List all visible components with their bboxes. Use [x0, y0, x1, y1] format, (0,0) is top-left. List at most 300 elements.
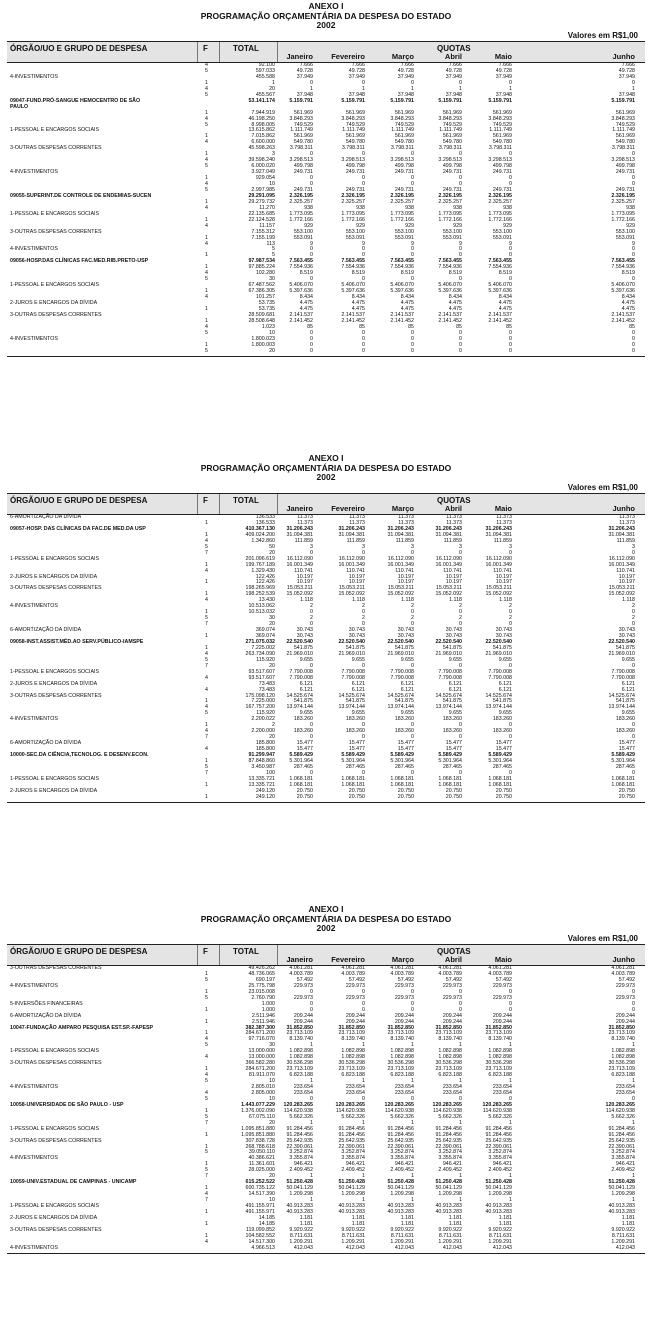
row-month-value: 287.465 [345, 763, 365, 770]
row-month-value: 20.750 [495, 787, 512, 794]
row-month-value: 0 [362, 276, 365, 283]
row-month-value: 183.260 [293, 716, 313, 723]
row-month-value: 37.948 [495, 91, 512, 98]
row-fonte: 1 [205, 1006, 208, 1013]
row-month-value: 1 [509, 1119, 512, 1126]
row-month-value: 0 [310, 1006, 313, 1013]
row-month-value: 0 [362, 1000, 365, 1007]
table-row [7, 771, 645, 777]
row-month-value: 0 [411, 329, 414, 336]
col-month-3: Abril [444, 504, 462, 513]
row-month-value: 40.913.283 [338, 1203, 365, 1209]
row-month-value: 8.434 [498, 294, 512, 301]
row-month-value: 110.741 [443, 567, 462, 574]
table-row [7, 789, 645, 795]
table-row [7, 533, 645, 539]
row-total: 11.270 [259, 204, 275, 211]
row-total: 13.000.000 [248, 1048, 275, 1055]
row-month-value: 16.112.090 [435, 555, 462, 562]
table-row [7, 1150, 645, 1156]
row-month-value: 15.053.211 [286, 585, 313, 592]
row-fonte: 4 [205, 1238, 208, 1245]
row-month-value: 10.197 [296, 579, 313, 586]
row-month-value: 5.662.326 [611, 1113, 635, 1120]
row-label: 1-PESSOAL E ENCARGOS SOCIAIS [10, 555, 99, 562]
table-row [7, 735, 645, 741]
row-month-value: 6.823.188 [488, 1072, 512, 1079]
row-month-value: 31.206.243 [608, 525, 635, 532]
row-month-value: 14.525.674 [435, 692, 462, 699]
row-month-value: 0 [362, 347, 365, 354]
row-total: 40.386.621 [248, 1155, 275, 1162]
row-month-value: 1 [459, 1197, 462, 1204]
row-month-value: 7.790.008 [438, 674, 462, 681]
row-fonte: 4 [205, 597, 208, 604]
row-month-value: 30.743 [397, 633, 414, 639]
row-month-value: 7.666 [621, 62, 635, 68]
row-month-value: 6.823.188 [390, 1072, 414, 1079]
row-month-value: 4.061.281 [390, 965, 414, 971]
row-month-value: 51.250.428 [608, 1179, 635, 1186]
row-month-value: 0 [411, 1006, 414, 1013]
row-fonte: 1 [205, 216, 208, 223]
row-total: 1.376.002.090 [241, 1107, 275, 1114]
column-divider [277, 945, 278, 965]
row-month-value: 0 [509, 329, 512, 336]
table-row [7, 224, 645, 230]
row-month-value: 0 [411, 151, 414, 158]
row-label: 10059-UNIV.ESTADUAL DE CAMPINAS - UNICAMP [10, 1179, 137, 1186]
row-month-value: 929 [304, 222, 313, 229]
row-month-value: 5.589.429 [390, 752, 414, 758]
row-month-value: 11.373 [398, 514, 414, 520]
row-total: 14.517.390 [248, 1191, 275, 1198]
row-month-value: 5.662.326 [488, 1113, 512, 1120]
row-month-value: 0 [411, 609, 414, 616]
row-total: 73.483 [258, 686, 275, 693]
row-month-value: 15.477 [618, 740, 635, 747]
row-month-value: 85 [456, 323, 462, 330]
column-divider [277, 494, 278, 514]
table-row [7, 1055, 645, 1061]
row-month-value: 9.920.922 [488, 1226, 512, 1233]
row-month-value: 0 [509, 769, 512, 776]
row-month-value: 1.773.095 [611, 210, 635, 217]
row-label: 4-INVESTIMENTOS [10, 716, 58, 723]
row-total: 369.074 [255, 633, 275, 639]
col-month-2: Março [391, 504, 414, 513]
row-month-value: 22.390.061 [338, 1143, 365, 1150]
row-month-value: 51.250.428 [387, 1179, 414, 1186]
row-total: 268.788.618 [245, 1143, 275, 1150]
row-month-value: 1 [459, 85, 462, 92]
row-total: 5 [272, 252, 275, 259]
row-month-value: 561.969 [345, 109, 365, 116]
row-month-value: 31.852.850 [286, 1024, 313, 1031]
row-total: 11.361.601 [248, 1161, 275, 1168]
row-fonte: 1 [205, 698, 208, 705]
row-month-value: 4.475 [498, 300, 512, 306]
row-month-value: 0 [411, 347, 414, 354]
row-month-value: 10.197 [445, 573, 462, 580]
table-row [7, 182, 645, 188]
row-total: 10 [269, 1197, 275, 1204]
row-month-value: 0 [459, 1095, 462, 1102]
row-month-value: 0 [310, 276, 313, 283]
row-month-value: 561.969 [394, 109, 414, 116]
row-month-value: 0 [411, 734, 414, 741]
row-month-value: 561.969 [293, 109, 313, 116]
row-month-value: 5.589.429 [438, 752, 462, 758]
row-month-value: 938 [503, 204, 512, 211]
row-month-value: 1.068.181 [341, 775, 365, 782]
row-month-value: 2.409.452 [438, 1167, 462, 1174]
row-month-value: 15.477 [296, 746, 313, 753]
row-month-value: 40.913.283 [435, 1203, 462, 1209]
row-month-value: 49.728 [296, 67, 313, 74]
row-month-value: 3.298.513 [390, 157, 414, 164]
row-month-value: 541.875 [345, 644, 365, 651]
row-month-value: 946.421 [492, 1161, 512, 1168]
row-month-value: 37.948 [618, 91, 635, 98]
row-month-value: 57.492 [296, 976, 313, 983]
row-month-value: 0 [310, 175, 313, 182]
row-month-value: 1 [509, 1197, 512, 1204]
table-row [7, 984, 645, 990]
row-month-value: 2.141.452 [390, 317, 414, 324]
currency-note: Valores em R$1,00 [567, 483, 638, 492]
row-fonte: 7 [205, 1197, 208, 1204]
row-month-value: 110.741 [294, 567, 313, 574]
row-month-value: 233.654 [293, 1084, 313, 1090]
row-month-value: 5.397.636 [341, 288, 365, 295]
row-month-value: 9.920.922 [341, 1226, 365, 1233]
row-month-value: 229.973 [442, 994, 462, 1001]
row-month-value: 15.053.211 [435, 585, 462, 592]
row-month-value: 23.713.109 [387, 1066, 414, 1073]
row-label: 10000-SEC.DA CIÊNCIA,TECNOLOG. E DESENV.ECON. [10, 752, 149, 758]
row-month-value: 0 [509, 246, 512, 253]
row-month-value: 1.181 [498, 1214, 512, 1221]
row-month-value: 4.003.789 [289, 970, 313, 977]
row-month-value: 938 [405, 204, 414, 211]
row-total: 104.582.552 [245, 1232, 275, 1239]
table-row [7, 200, 645, 206]
column-divider [219, 945, 220, 965]
row-month-value: 7.666 [498, 62, 512, 68]
row-fonte: 4 [205, 537, 208, 544]
row-month-value: 0 [411, 549, 414, 556]
row-total: 97.716.070 [248, 1036, 275, 1043]
row-month-value: 7.554.936 [289, 264, 313, 271]
col-quotas: QUOTAS [437, 44, 471, 53]
row-month-value: 2.326.195 [438, 192, 462, 199]
row-fonte: 1 [205, 591, 208, 598]
row-month-value: 91.284.456 [387, 1125, 414, 1132]
row-total: 1.095.851.880 [241, 1125, 275, 1132]
row-month-value: 14.525.674 [485, 692, 512, 699]
row-month-value: 3 [632, 543, 635, 550]
row-month-value: 553.091 [442, 234, 462, 241]
row-month-value: 183.260 [293, 728, 313, 735]
row-month-value: 50.041.129 [338, 1185, 365, 1192]
row-month-value: 1.773.095 [488, 210, 512, 217]
row-month-value: 110.741 [395, 567, 414, 574]
table-row [7, 194, 645, 200]
row-month-value: 0 [362, 335, 365, 342]
row-fonte: 7 [205, 1173, 208, 1180]
row-month-value: 3.298.513 [341, 157, 365, 164]
row-month-value: 3.798.311 [289, 145, 313, 152]
row-month-value: 1.181 [621, 1214, 635, 1221]
row-month-value: 0 [411, 769, 414, 776]
table-row [7, 580, 645, 586]
row-month-value: 929 [356, 222, 365, 229]
row-month-value: 1.772.166 [289, 216, 313, 223]
table-row [7, 972, 645, 978]
row-fonte: 4 [205, 139, 208, 146]
row-month-value: 2.325.257 [289, 198, 313, 205]
row-month-value: 1.118 [449, 597, 462, 604]
row-month-value: 23.713.109 [338, 1066, 365, 1073]
table-row [7, 1240, 645, 1246]
row-month-value: 1.209.291 [289, 1238, 313, 1245]
row-total: 93.517.607 [248, 674, 275, 681]
row-total: 136.533 [255, 519, 275, 526]
row-month-value: 15.052.092 [485, 591, 512, 598]
table-row [7, 1008, 645, 1014]
row-month-value: 3.355.874 [438, 1155, 462, 1162]
row-fonte: 1 [205, 305, 208, 312]
row-month-value: 249.731 [293, 186, 313, 193]
row-month-value: 9.655 [400, 710, 414, 717]
row-month-value: 7.790.008 [341, 668, 365, 675]
row-month-value: 4.475 [400, 300, 414, 306]
row-month-value: 929 [503, 222, 512, 229]
row-month-value: 22.390.061 [387, 1143, 414, 1150]
row-month-value: 287.465 [492, 763, 512, 770]
col-orgao: ÓRGÃO/UO E GRUPO DE DESPESA [10, 44, 148, 53]
row-month-value: 0 [310, 609, 313, 616]
col-month-1: Fevereiro [331, 955, 365, 964]
row-total: 2.511.946 [251, 1012, 275, 1019]
row-month-value: 31.094.381 [485, 531, 512, 538]
row-fonte: 1 [205, 234, 208, 241]
row-label: 6-AMORTIZAÇÃO DA DÍVIDA [10, 514, 82, 520]
row-month-value: 2.141.452 [488, 317, 512, 324]
row-month-value: 3.355.874 [390, 1155, 414, 1162]
table-row [7, 1234, 645, 1240]
row-fonte: 4 [205, 650, 208, 657]
row-month-value: 23.713.109 [608, 1066, 635, 1073]
row-month-value: 6.121 [400, 686, 414, 693]
row-month-value: 3.355.874 [488, 1155, 512, 1162]
row-month-value: 3 [459, 543, 462, 550]
row-month-value: 249.731 [615, 169, 635, 176]
row-month-value: 15.052.092 [387, 591, 414, 598]
table-row [7, 236, 645, 242]
row-fonte: 1 [205, 288, 208, 295]
row-month-value: 2.409.452 [390, 1167, 414, 1174]
row-total: 29.279.732 [248, 198, 275, 205]
row-total: 167.757.200 [245, 704, 275, 711]
table-row [7, 337, 645, 343]
row-month-value: 6.121 [448, 686, 462, 693]
row-month-value: 9.655 [621, 710, 635, 717]
table-row [7, 1127, 645, 1133]
table-row [7, 128, 645, 134]
row-month-value: 0 [411, 988, 414, 995]
row-label: 4-INVESTIMENTOS [10, 335, 58, 342]
row-month-value: 22.520.540 [286, 638, 313, 645]
row-fonte: 1 [205, 151, 208, 158]
row-month-value: 9.655 [621, 656, 635, 663]
row-month-value: 209.244 [492, 1012, 512, 1019]
table-row [7, 63, 645, 69]
row-total: 91.299.947 [248, 752, 275, 758]
row-month-value: 31.852.850 [435, 1024, 462, 1031]
table-row [7, 575, 645, 581]
header-line2: PROGRAMAÇÃO ORÇAMENTÁRIA DA DESPESA DO ESTADO [200, 913, 452, 924]
col-quotas: QUOTAS [437, 496, 471, 505]
row-month-value: 10.197 [397, 573, 414, 580]
col-f: F [203, 496, 208, 505]
row-month-value: 7.554.936 [488, 264, 512, 271]
row-month-value: 7.554.936 [390, 264, 414, 271]
table-row [7, 1085, 645, 1091]
row-month-value: 16.112.090 [387, 555, 414, 562]
row-label: 6-AMORTIZAÇÃO DA DÍVIDA [10, 1012, 82, 1019]
row-month-value: 8.519 [621, 270, 635, 277]
row-label: 5-INVERSÕES FINANCEIRAS [10, 1000, 83, 1007]
row-total: 8.998.005 [251, 121, 275, 128]
row-month-value: 0 [310, 549, 313, 556]
row-month-value: 14.525.674 [286, 692, 313, 699]
row-label: 3-OUTRAS DESPESAS CORRENTES [10, 311, 102, 318]
row-month-value: 0 [632, 722, 635, 729]
row-total: 53.141.174 [248, 97, 275, 104]
row-total: 455.567 [255, 91, 275, 98]
row-month-value: 0 [411, 175, 414, 182]
row-total: 14.517.300 [248, 1238, 275, 1245]
table-row [7, 586, 645, 592]
row-month-value: 0 [632, 1095, 635, 1102]
table-row [7, 729, 645, 735]
row-month-value: 2.325.257 [488, 198, 512, 205]
row-month-value: 0 [310, 621, 313, 628]
row-month-value: 114.620.938 [432, 1107, 462, 1114]
row-total: 1.800.003 [251, 341, 275, 348]
row-month-value: 229.973 [615, 982, 635, 989]
row-month-value: 2 [411, 603, 414, 610]
row-month-value: 11.373 [297, 514, 313, 520]
row-month-value: 5.159.791 [611, 97, 635, 104]
row-total: 1.800.023 [251, 335, 275, 342]
row-month-value: 209.244 [394, 1012, 414, 1019]
row-month-value: 1.082.898 [341, 1054, 365, 1061]
row-month-value: 6.823.188 [611, 1072, 635, 1079]
row-total: 97.885.224 [248, 264, 275, 271]
row-month-value: 25.642.935 [485, 1137, 512, 1144]
col-f: F [203, 947, 208, 956]
row-month-value: 233.654 [293, 1089, 313, 1096]
row-month-value: 7.554.936 [341, 264, 365, 271]
header-line2: PROGRAMAÇÃO ORÇAMENTÁRIA DA DESPESA DO ESTADO [200, 462, 452, 473]
row-month-value: 233.654 [442, 1084, 462, 1090]
row-month-value: 233.654 [394, 1089, 414, 1096]
row-total: 122.426 [255, 579, 275, 586]
row-total: 10.513.032 [248, 609, 275, 616]
table-row [7, 81, 645, 87]
row-month-value: 0 [362, 79, 365, 86]
row-total: 50 [269, 543, 275, 550]
row-month-value: 110.741 [493, 567, 512, 574]
row-fonte: 1 [205, 79, 208, 86]
row-month-value: 0 [310, 181, 313, 187]
row-month-value: 91.284.456 [485, 1131, 512, 1138]
row-month-value: 85 [359, 323, 365, 330]
row-month-value: 57.492 [348, 976, 365, 983]
row-month-value: 1.181 [400, 1214, 414, 1221]
row-month-value: 10.197 [495, 573, 512, 580]
row-month-value: 229.973 [394, 982, 414, 989]
row-month-value: 1.181 [448, 1214, 462, 1221]
row-month-value: 37.948 [348, 91, 365, 98]
row-month-value: 553.100 [394, 228, 414, 235]
row-month-value: 209.244 [615, 1018, 635, 1025]
row-month-value: 25.642.935 [608, 1137, 635, 1144]
row-month-value: 0 [509, 621, 512, 628]
row-month-value: 0 [459, 252, 462, 259]
row-month-value: 11.373 [619, 514, 635, 520]
row-month-value: 4.003.789 [488, 970, 512, 977]
row-month-value: 929 [453, 222, 462, 229]
row-month-value: 0 [310, 1000, 313, 1007]
row-total: 1.000 [261, 1000, 275, 1007]
row-month-value: 561.969 [442, 109, 462, 116]
row-month-value: 0 [459, 662, 462, 669]
row-month-value: 3.848.293 [488, 115, 512, 122]
row-month-value: 5.406.070 [390, 282, 414, 289]
row-total: 45.598.263 [248, 145, 275, 152]
row-month-value: 541.875 [615, 644, 635, 651]
row-month-value: 120.283.265 [482, 1101, 512, 1108]
row-month-value: 49.728 [495, 67, 512, 74]
row-month-value: 22.390.061 [485, 1143, 512, 1150]
col-month-5: Junho [612, 52, 635, 61]
row-month-value: 0 [632, 276, 635, 283]
row-fonte: 1 [205, 1232, 208, 1239]
row-month-value: 0 [632, 181, 635, 187]
row-month-value: 499.798 [293, 163, 313, 170]
row-month-value: 15.053.211 [485, 585, 512, 592]
table-row [7, 1002, 645, 1008]
row-total: 7.015.862 [251, 133, 275, 140]
row-month-value: 1.773.095 [390, 210, 414, 217]
row-month-value: 5.589.429 [488, 752, 512, 758]
row-month-value: 0 [362, 341, 365, 348]
table-row [7, 307, 645, 313]
row-month-value: 3.252.874 [341, 1149, 365, 1156]
row-month-value: 4.061.281 [488, 965, 512, 971]
row-month-value: 1.181 [299, 1214, 313, 1221]
row-fonte: 1 [205, 1185, 208, 1192]
row-month-value: 1.068.181 [438, 775, 462, 782]
row-month-value: 0 [411, 1000, 414, 1007]
col-month-0: Janeiro [286, 504, 313, 513]
row-total: 93.517.607 [248, 668, 275, 675]
row-month-value: 10.197 [348, 579, 365, 586]
